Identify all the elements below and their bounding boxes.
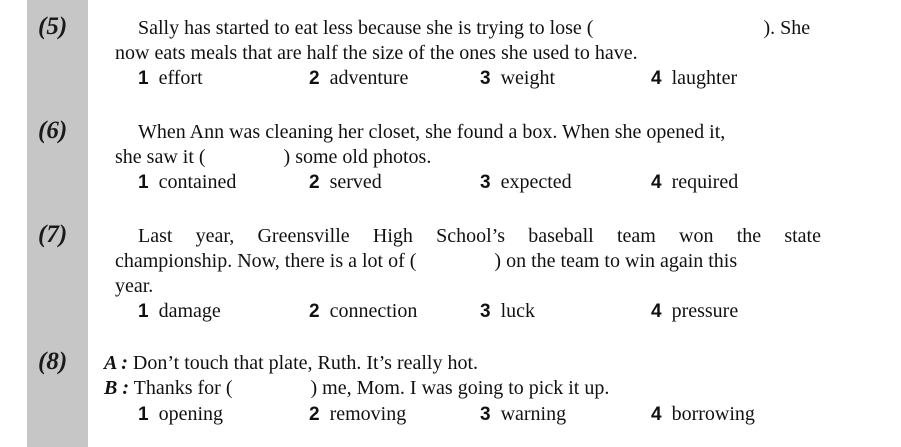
option-3[interactable]: 3 luck [480,300,536,322]
speaker-label: B : [104,377,129,399]
option-1[interactable]: 1 opening [138,403,224,425]
speaker-label: A : [104,352,128,374]
option-1[interactable]: 1 damage [138,300,221,322]
option-4[interactable]: 4 borrowing [651,403,755,425]
question-text-line: Last year, Greensville High School’s baseball team won the state [138,225,821,247]
option-3[interactable]: 3 warning [480,403,567,425]
option-3[interactable]: 3 expected [480,171,572,193]
question-text-line: year. [115,275,154,297]
option-2[interactable]: 2 connection [309,300,418,322]
question-text-line: When Ann was cleaning her closet, she found a box. When she opened it, [138,121,726,143]
option-2[interactable]: 2 adventure [309,67,409,89]
option-2[interactable]: 2 removing [309,403,407,425]
option-1[interactable]: 1 contained [138,171,237,193]
option-4[interactable]: 4 required [651,171,739,193]
option-4[interactable]: 4 laughter [651,67,738,89]
question-number: (8) [38,348,68,375]
dialogue-line-a: A : Don’t touch that plate, Ruth. It’s really hot. [104,352,479,374]
option-4[interactable]: 4 pressure [651,300,739,322]
question-text-line: championship. Now, there is a lot of ( ) on the team to win again this [115,250,738,272]
option-3[interactable]: 3 weight [480,67,556,89]
option-2[interactable]: 2 served [309,171,382,193]
question-text-line: Sally has started to eat less because she is trying to lose ( ). She [138,17,811,39]
question-number: (7) [38,221,68,248]
question-number: (5) [38,13,68,40]
question-text-line: now eats meals that are half the size of the ones she used to have. [115,42,638,64]
dialogue-line-b: B : Thanks for ( ) me, Mom. I was going to pick it up. [104,377,610,399]
question-number: (6) [38,117,68,144]
question-text-line: she saw it ( ) some old photos. [115,146,432,168]
option-1[interactable]: 1 effort [138,67,203,89]
